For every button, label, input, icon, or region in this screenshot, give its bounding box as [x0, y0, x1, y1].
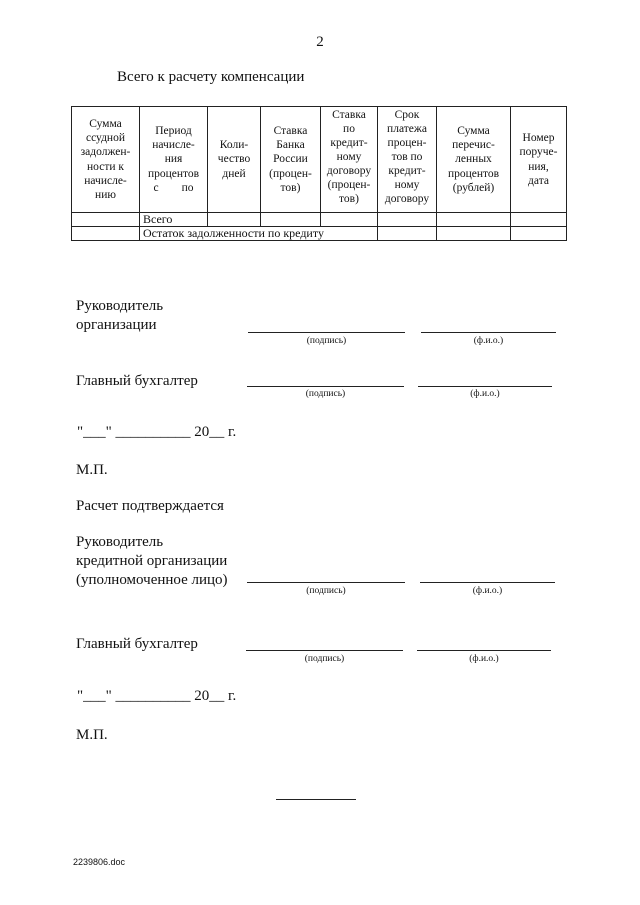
table-row-total	[72, 213, 567, 227]
signature-caption: (подпись)	[306, 336, 347, 346]
header-line: Сумма	[89, 118, 122, 131]
header-line: ному	[336, 151, 362, 164]
header-accrual-period	[140, 107, 208, 213]
signature-caption: (подпись)	[306, 586, 346, 596]
header-payment-term	[378, 107, 437, 213]
header-line: ности к	[87, 160, 124, 173]
header-line: ному	[394, 179, 420, 192]
header-line: начисле-	[84, 174, 127, 187]
row-total-label: Всего	[140, 213, 208, 227]
header-line: Период	[155, 125, 192, 138]
org-head-label: Руководитель организации	[76, 298, 164, 333]
confirmation-text: Расчет подтверждается	[76, 498, 224, 514]
header-contract-rate	[321, 107, 378, 213]
name-caption: (ф.и.о.)	[472, 586, 503, 596]
footer-separator	[276, 799, 356, 800]
bank-stamp-label: М.П.	[76, 727, 108, 743]
bank-chief-accountant-label: Главный бухгалтер	[76, 636, 198, 652]
signature-caption: (подпись)	[305, 389, 346, 399]
bank-head-name-line	[420, 582, 555, 583]
header-line: Сумма	[457, 125, 490, 138]
header-line: процентов	[147, 167, 200, 180]
header-line: (процен-	[269, 167, 312, 180]
accountant-signature-line	[247, 386, 404, 387]
date-field: "___" __________ 20__ г.	[77, 424, 237, 440]
header-line: процентов	[447, 167, 500, 180]
header-line: кредит-	[330, 137, 368, 150]
header-line: ния	[164, 153, 183, 166]
bank-head-signature-line	[247, 582, 405, 583]
name-caption: (ф.и.о.)	[469, 654, 499, 664]
header-line: начисле-	[152, 139, 195, 152]
header-line: ссудной	[86, 132, 125, 145]
signature-caption: (подпись)	[304, 654, 345, 664]
header-line: платежа	[387, 123, 427, 136]
header-line: поруче-	[519, 146, 558, 159]
header-days-count	[208, 107, 261, 213]
header-period-to: по	[181, 181, 194, 194]
stamp-label: М.П.	[76, 462, 108, 478]
header-line: договору	[384, 193, 430, 206]
page-number: 2	[316, 34, 324, 50]
accountant-name-line	[418, 386, 552, 387]
header-line: кредит-	[388, 165, 426, 178]
header-cbr-rate	[261, 107, 321, 213]
header-line: дней	[222, 167, 246, 180]
header-line: Коли-	[219, 139, 249, 152]
header-transferred-sum	[437, 107, 511, 213]
header-line: России	[273, 153, 308, 166]
bank-accountant-signature-line	[246, 650, 403, 651]
header-line: Номер	[522, 132, 555, 145]
bank-head-label: Руководитель кредитной организации (уполномоченное лицо)	[76, 534, 228, 588]
org-head-signature-line	[248, 332, 405, 333]
document-filename: 2239806.doc	[73, 857, 126, 867]
compensation-table	[71, 106, 567, 241]
header-line: чество	[217, 153, 251, 166]
header-line: дата	[528, 174, 549, 187]
bank-date-field: "___" __________ 20__ г.	[77, 688, 237, 704]
name-caption: (ф.и.о.)	[470, 389, 500, 399]
name-caption: (ф.и.о.)	[473, 336, 504, 346]
row-balance-label: Остаток задолженности по кредиту	[140, 227, 378, 241]
header-line: нию	[95, 188, 116, 201]
bank-accountant-name-line	[417, 650, 551, 651]
header-line: тов)	[339, 193, 359, 206]
header-line: (процен-	[327, 179, 371, 192]
header-line: Ставка	[273, 125, 308, 138]
header-line: Банка	[276, 139, 305, 152]
header-line: Ставка	[332, 109, 366, 121]
org-head-name-line	[421, 332, 556, 333]
header-line: договору	[326, 165, 372, 178]
header-period-from: с	[153, 181, 159, 194]
header-order-number	[511, 107, 567, 213]
header-line: процен-	[387, 137, 427, 150]
header-line: Срок	[394, 109, 420, 121]
document-title: Всего к расчету компенсации	[117, 69, 305, 85]
header-line: (рублей)	[452, 181, 495, 194]
header-line: задолжен-	[80, 146, 131, 159]
header-line: по	[343, 123, 355, 136]
table-row-balance	[72, 227, 567, 241]
chief-accountant-label: Главный бухгалтер	[76, 373, 198, 389]
header-line: ния,	[528, 160, 549, 173]
header-line: тов)	[280, 181, 301, 194]
header-line: ленных	[455, 153, 492, 166]
header-line: перечис-	[452, 139, 495, 152]
header-loan-debt	[72, 107, 140, 213]
header-line: тов по	[391, 151, 423, 164]
